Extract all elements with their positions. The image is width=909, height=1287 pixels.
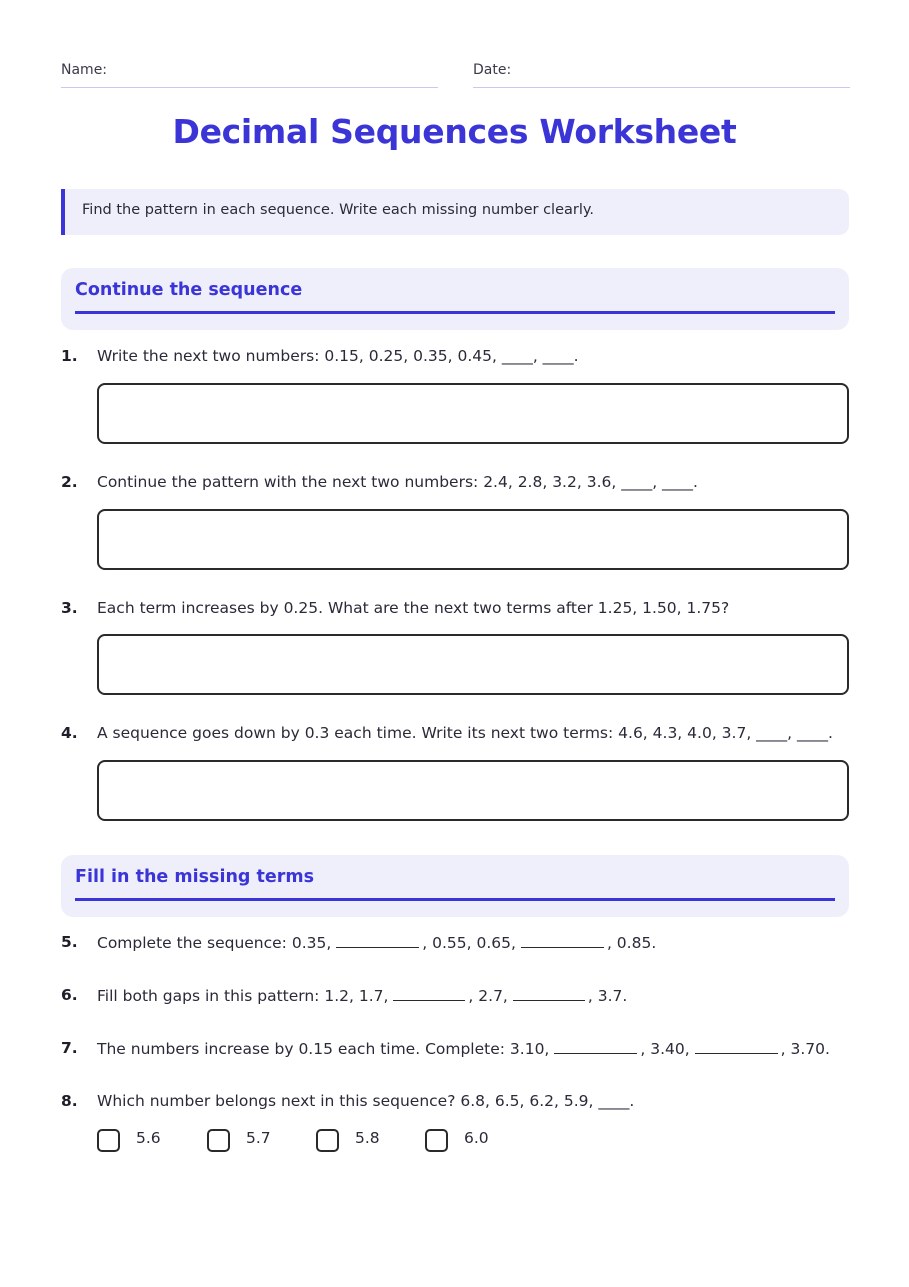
text-part: , 2.7, [468, 987, 508, 1005]
question-number: 4. [61, 724, 78, 742]
name-field[interactable] [61, 60, 438, 88]
checkbox[interactable] [207, 1129, 230, 1152]
question-number: 5. [61, 933, 78, 951]
fill-blank[interactable] [393, 986, 465, 1001]
answer-box-3[interactable] [97, 634, 849, 695]
fill-blank[interactable] [695, 1039, 778, 1054]
worksheet-title: Decimal Sequences Worksheet [172, 112, 737, 151]
section-header-missing-terms [61, 855, 849, 917]
instructions-callout [61, 189, 849, 235]
text-part: , 0.85. [606, 934, 657, 952]
choice-label: 5.7 [246, 1129, 271, 1147]
question-text [97, 986, 627, 1005]
question-text: Each term increases by 0.25. What are the next two terms after 1.25, 1.50, 1.75? [97, 599, 730, 617]
name-date-row [61, 60, 849, 88]
section-divider [75, 311, 835, 314]
section-title: Fill in the missing terms [75, 867, 315, 887]
answer-box-1[interactable] [97, 383, 849, 444]
checkbox[interactable] [425, 1129, 448, 1152]
fill-blank[interactable] [513, 986, 585, 1001]
date-field[interactable] [473, 60, 850, 88]
question-text: Write the next two numbers: 0.15, 0.25, 0.35, 0.45, ____, ____. [97, 347, 579, 365]
checkbox[interactable] [97, 1129, 120, 1152]
question-text: Continue the pattern with the next two numbers: 2.4, 2.8, 3.2, 3.6, ____, ____. [97, 473, 698, 491]
name-label: Name: [61, 62, 108, 78]
question-text: Which number belongs next in this sequence? 6.8, 6.5, 6.2, 5.9, ____. [97, 1092, 635, 1110]
answer-box-2[interactable] [97, 509, 849, 570]
text-part: Complete the sequence: 0.35, [97, 934, 332, 952]
text-part: , 3.7. [587, 987, 628, 1005]
instructions-text: Find the pattern in each sequence. Write each missing number clearly. [82, 202, 594, 218]
section-title: Continue the sequence [75, 280, 303, 300]
question-text: A sequence goes down by 0.3 each time. Write its next two terms: 4.6, 4.3, 4.0, 3.7, ____, ____. [97, 724, 833, 742]
choice-label: 5.8 [355, 1129, 380, 1147]
multiple-choice-options [97, 1128, 597, 1156]
text-part: Fill both gaps in this pattern: 1.2, 1.7, [97, 987, 389, 1005]
date-label: Date: [473, 62, 512, 78]
question-number: 3. [61, 599, 78, 617]
section-divider [75, 898, 835, 901]
fill-blank[interactable] [336, 933, 419, 948]
section-header-continue [61, 268, 849, 330]
text-part: The numbers increase by 0.15 each time. Complete: 3.10, [97, 1040, 550, 1058]
question-number: 8. [61, 1092, 78, 1110]
question-number: 1. [61, 347, 78, 365]
answer-box-4[interactable] [97, 760, 849, 821]
fill-blank[interactable] [554, 1039, 637, 1054]
text-part: , 3.40, [640, 1040, 690, 1058]
fill-blank[interactable] [521, 933, 604, 948]
question-number: 7. [61, 1039, 78, 1057]
question-number: 2. [61, 473, 78, 491]
text-part: , 3.70. [780, 1040, 830, 1058]
checkbox[interactable] [316, 1129, 339, 1152]
text-part: , 0.55, 0.65, [422, 934, 516, 952]
question-number: 6. [61, 986, 78, 1004]
choice-label: 6.0 [464, 1129, 489, 1147]
question-text [97, 933, 656, 952]
choice-label: 5.6 [136, 1129, 161, 1147]
question-text [97, 1039, 830, 1058]
